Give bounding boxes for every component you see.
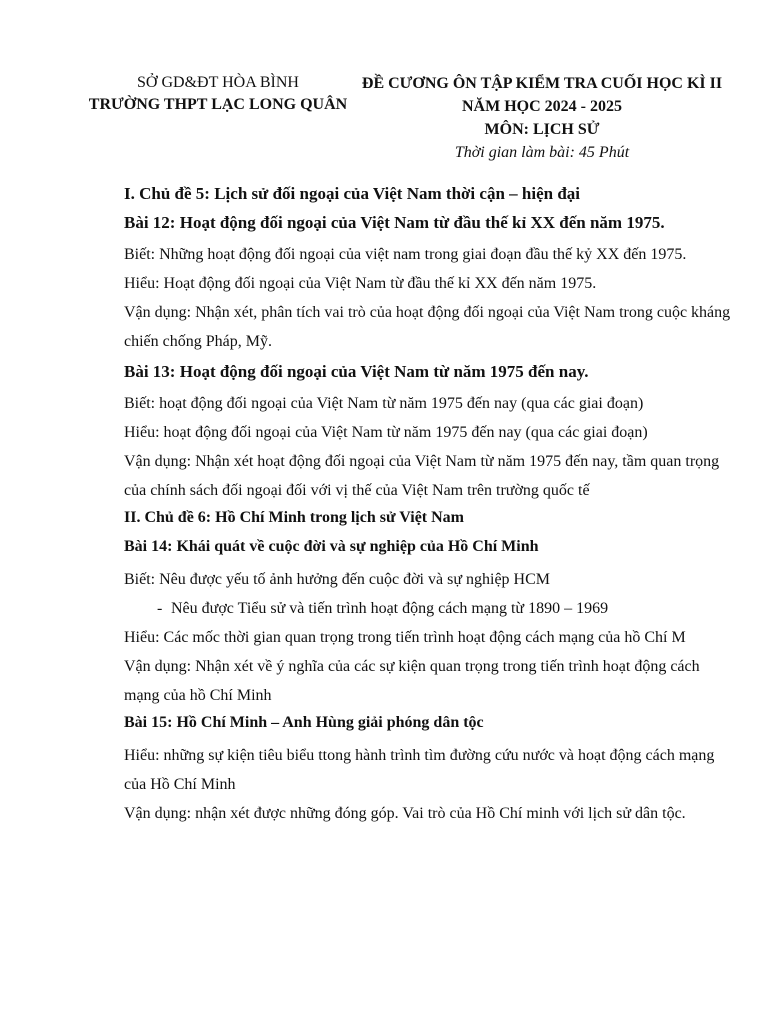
- header-left: [68, 72, 368, 116]
- lesson-12-biet: Biết: Những hoạt động đối ngoại của việt nam trong giai đoạn đầu thế kỷ XX đến 1975.: [124, 246, 687, 263]
- lesson-13-biet: Biết: hoạt động đối ngoại của Việt Nam từ năm 1975 đến nay (qua các giai đoạn): [124, 395, 644, 412]
- time-limit: Thời gian làm bài: 45 Phút: [454, 144, 630, 161]
- lesson-14-biet: Biết: Nêu được yếu tố ảnh hưởng đến cuộc đời và sự nghiệp HCM: [124, 571, 550, 588]
- lesson-14-van-dung: Vận dụng: Nhận xét về ý nghĩa của các sự kiện quan trọng trong tiến trình hoạt động cách mạng của hồ Chí Minh: [124, 658, 700, 704]
- topic-2-heading: II. Chủ đề 6: Hồ Chí Minh trong lịch sử Việt Nam: [124, 509, 465, 526]
- lesson-12-heading: Bài 12: Hoạt động đối ngoại của Việt Nam từ đầu thế kỉ XX đến năm 1975.: [124, 213, 665, 232]
- lesson-14-bullet: [124, 594, 734, 623]
- school-year: NĂM HỌC 2024 - 2025: [462, 98, 622, 115]
- lesson-13-hieu: Hiểu: hoạt động đối ngoại của Việt Nam từ năm 1975 đến nay (qua các giai đoạn): [124, 424, 648, 441]
- lesson-15-heading: Bài 15: Hồ Chí Minh – Anh Hùng giải phóng dân tộc: [124, 714, 484, 731]
- bullet-dash: -: [157, 600, 163, 617]
- subject: MÔN: LỊCH SỬ: [484, 121, 600, 138]
- department-name: SỞ GD&ĐT HÒA BÌNH: [137, 74, 299, 91]
- school-name: TRƯỜNG THPT LẠC LONG QUÂN: [88, 96, 348, 113]
- topic-1-heading: I. Chủ đề 5: Lịch sử đối ngoại của Việt Nam thời cận – hiện đại: [124, 184, 581, 203]
- lesson-13-van-dung: Vận dụng: Nhận xét hoạt động đối ngoại của Việt Nam từ năm 1975 đến nay, tầm quan trọng của chính sách đối ngoại đối với vị thế của Việt Nam trên trường quốc tế: [124, 453, 720, 499]
- lesson-12-van-dung: Vận dụng: Nhận xét, phân tích vai trò của hoạt động đối ngoại của Việt Nam trong cuộc kháng chiến chống Pháp, Mỹ.: [124, 304, 731, 350]
- lesson-15-van-dung: Vận dụng: nhận xét được những đóng góp. Vai trò của Hồ Chí minh với lịch sử dân tộc.: [124, 805, 686, 822]
- document-body: [124, 182, 734, 828]
- lesson-14-bullet-text: Nêu được Tiểu sử và tiến trình hoạt động cách mạng từ 1890 – 1969: [171, 600, 609, 617]
- header-right: [342, 72, 742, 164]
- lesson-15-hieu: Hiểu: những sự kiện tiêu biểu ttong hành trình tìm đường cứu nước và hoạt động cách mạng của Hồ Chí Minh: [124, 747, 715, 793]
- lesson-12-hieu: Hiểu: Hoạt động đối ngoại của Việt Nam từ đầu thế kỉ XX đến năm 1975.: [124, 275, 597, 292]
- lesson-13-heading: Bài 13: Hoạt động đối ngoại của Việt Nam từ năm 1975 đến nay.: [124, 362, 589, 381]
- lesson-14-heading: Bài 14: Khái quát về cuộc đời và sự nghiệp của Hồ Chí Minh: [124, 538, 539, 555]
- lesson-14-hieu: Hiểu: Các mốc thời gian quan trọng trong tiến trình hoạt động cách mạng của hồ Chí M: [124, 629, 686, 646]
- document-title: ĐỀ CƯƠNG ÔN TẬP KIỂM TRA CUỐI HỌC KÌ II: [361, 75, 723, 92]
